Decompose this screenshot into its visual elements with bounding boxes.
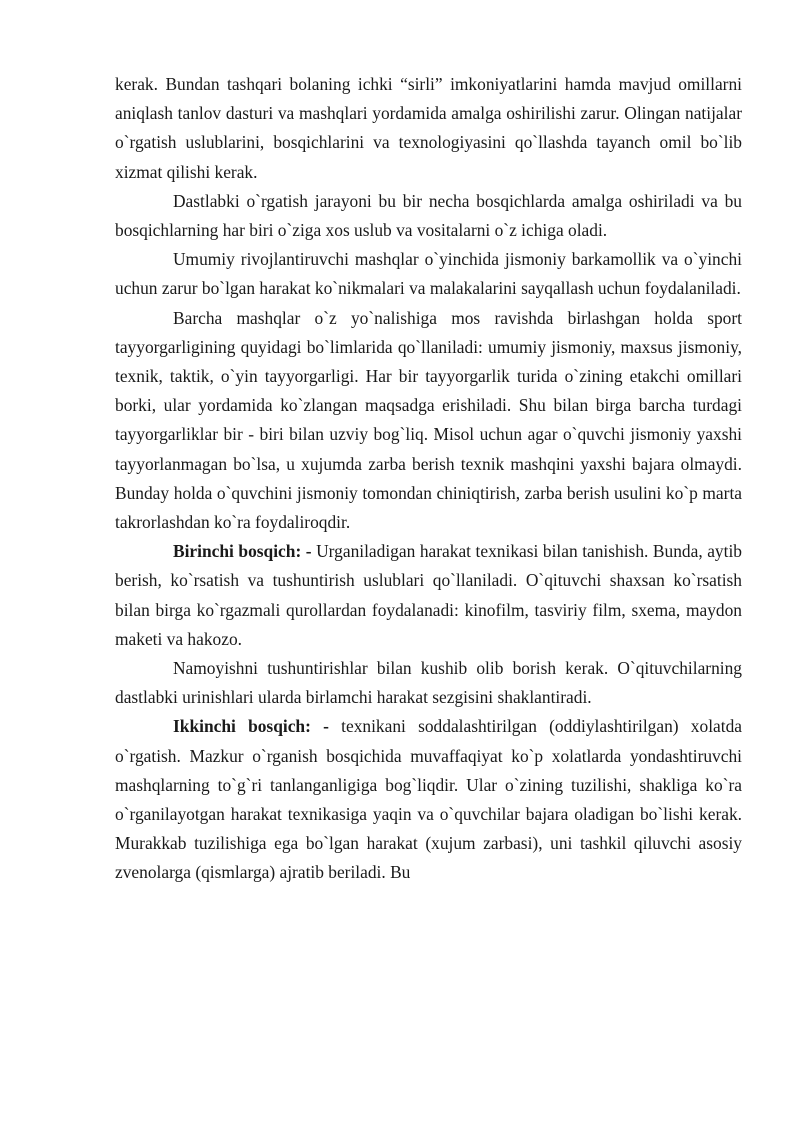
paragraph-training-sections: [115, 304, 742, 538]
paragraph-text: Dastlabki o`rgatish jarayoni bu bir necha bosqichlarda amalga oshiriladi va bu bosqichlarning har biri o`ziga xos uslub va vositalarni o`z ichiga oladi.: [115, 190, 742, 241]
paragraph-first-stage: [115, 537, 742, 654]
paragraph-text: kerak. Bundan tashqari bolaning ichki “sirli” imkoniyatlarini hamda mavjud omillarni aniqlash tanlov dasturi va mashqlari yordamida amalga oshirilishi zarur. Olingan natijalar o`rgatish uslublarini, bosqichlarini va texnologiyasini qo`llashda tayanch omil bo`lib xizmat qilishi kerak.: [115, 74, 742, 182]
paragraph-text: Umumiy rivojlantiruvchi mashqlar o`yinchida jismoniy barkamollik va o`yinchi uchun zarur bo`lgan harakat ko`nikmalari va malakalarini sayqallash uchun foydalaniladi.: [115, 249, 742, 299]
document-page: [115, 70, 742, 888]
paragraph-text: Namoyishni tushuntirishlar bilan kushib olib borish kerak. O`qituvchilarning dastlabki urinishlari ularda birlamchi harakat sezgisini shaklantiradi.: [115, 658, 742, 708]
stage-heading: Ikkinchi bosqich: -: [173, 716, 329, 737]
paragraph-initial-training: [115, 187, 742, 245]
paragraph-text: Urganiladigan harakat texnikasi bilan tanishish. Bunda, aytib berish, ko`rsatish va tushuntirish uslublari qo`llaniladi. O`qituvchi shaxsan ko`rsatish bilan birga ko`rgazmali qurollardan foydalanadi: kinofilm, tasviriy film, sxema, maydon maketi va hakozo.: [115, 541, 742, 649]
paragraph-continuation: [115, 70, 742, 187]
paragraph-demonstration: [115, 654, 742, 712]
paragraph-text: Barcha mashqlar o`z yo`nalishiga mos ravishda birlashgan holda sport tayyorgarligining quyidagi bo`limlarida qo`llaniladi: umumiy jismoniy, maxsus jismoniy, texnik, taktik, o`yin tayyorgarligi. Har bir tayyorgarlik turida o`zining etakchi omillari borki, ular yordamida ko`zlangan maqsadga erishiladi. Shu bilan birga barcha turdagi tayyorgarliklar bir - biri bilan uzviy bog`liq. Misol uchun agar o`quvchi jismoniy yaxshi tayyorlanmagan bo`lsa, u xujumda zarba berish texnik mashqini yaxshi bajara olmaydi. Bunday holda o`quvchini jismoniy tomondan chiniqtirish, zarba berish usulini ko`p marta takrorlashdan ko`ra foydaliroqdir.: [115, 307, 742, 533]
paragraph-text: texnikani soddalashtirilgan (oddiylashtirilgan) xolatda o`rgatish. Mazkur o`rganish bosqichida muvaffaqiyat ko`p xolatlarda yondashtiruvchi mashqlarning to`g`ri tanlanganligiga bog`liqdir. Ular o`zining tuzilishi, shakliga ko`ra o`rganilayotgan harakat texnikasiga yaqin va o`quvchilar bajara oladigan bo`lishi kerak. Murakkab tuzilishiga ega bo`lgan harakat (xujum zarbasi), uni tashkil qiluvchi asosiy zvenolarga (qismlarga) ajratib beriladi. Bu: [115, 716, 742, 883]
paragraph-second-stage: [115, 712, 742, 887]
paragraph-general-exercises: [115, 245, 742, 303]
stage-heading: Birinchi bosqich: -: [173, 541, 312, 562]
